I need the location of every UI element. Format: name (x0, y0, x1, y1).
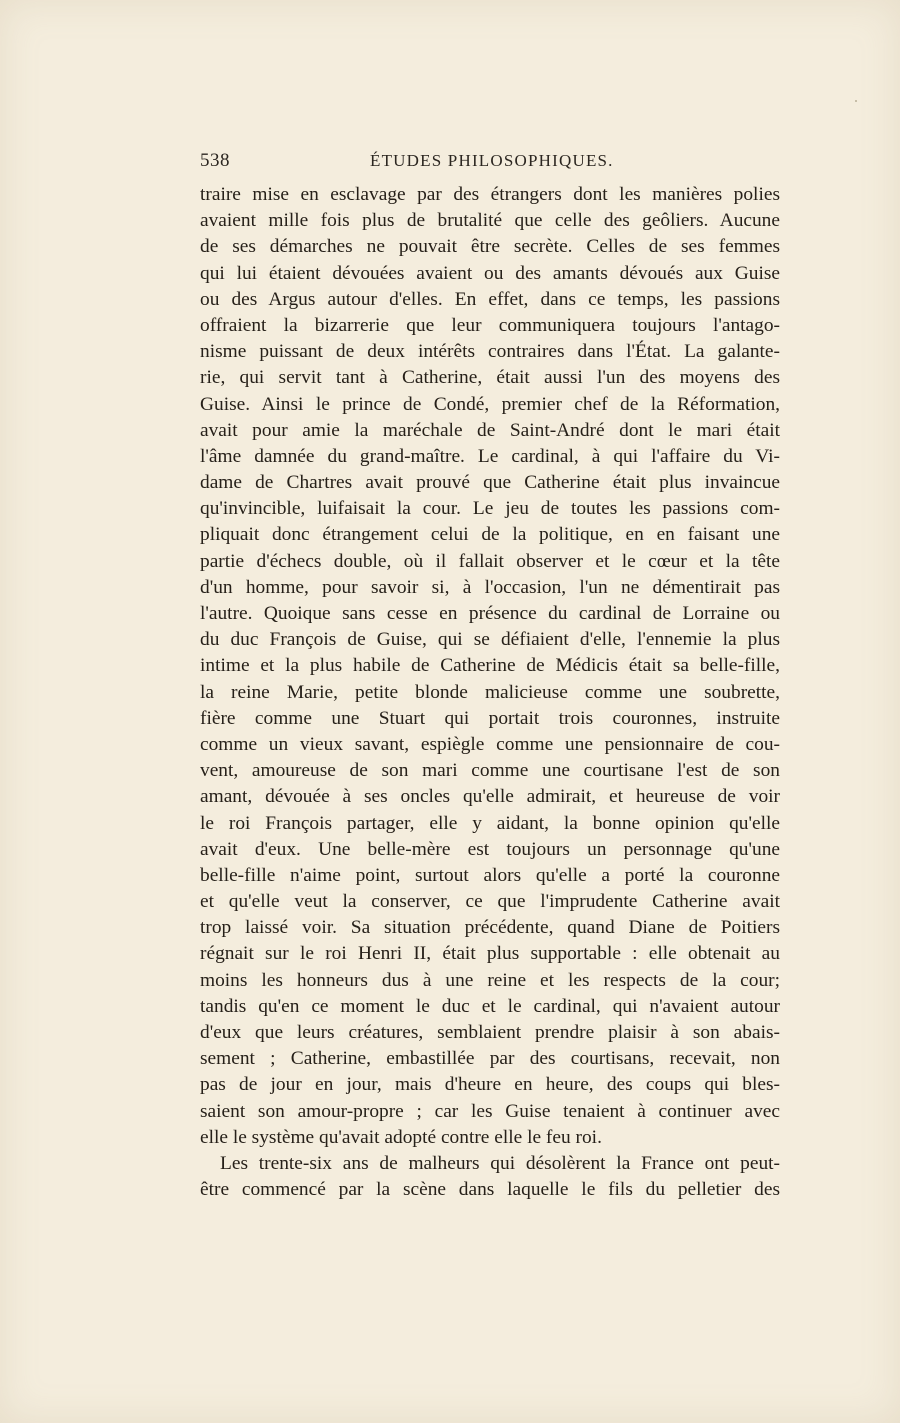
text-line: l'âme damnée du grand-maître. Le cardinal, à qui l'affaire du Vi- (200, 445, 780, 467)
text-line: saient son amour-propre ; car les Guise tenaient à continuer avec (200, 1100, 780, 1122)
text-line: du duc François de Guise, qui se défiaient d'elle, l'ennemie la plus (200, 629, 780, 651)
page-header (200, 150, 780, 176)
text-line: avait pour amie la maréchale de Saint-André dont le mari était (200, 419, 780, 441)
text-line: trop laissé voir. Sa situation précédente, quand Diane de Poitiers (200, 917, 780, 939)
body-text (200, 182, 780, 1203)
text-line: tandis qu'en ce moment le duc et le cardinal, qui n'avaient autour (200, 995, 780, 1017)
text-line: rie, qui servit tant à Catherine, était aussi l'un des moyens des (200, 367, 780, 389)
text-line: régnait sur le roi Henri II, était plus supportable : elle obtenait au (200, 943, 780, 965)
text-line: dame de Chartres avait prouvé que Catherine était plus invaincue (200, 472, 780, 494)
text-line: traire mise en esclavage par des étrangers dont les manières polies (200, 184, 780, 205)
text-line: d'eux que leurs créatures, semblaient prendre plaisir à son abais- (200, 1022, 780, 1043)
paragraph (200, 1151, 780, 1203)
text-line: qui lui étaient dévouées avaient ou des amants dévoués aux Guise (200, 262, 780, 284)
text-line: sement ; Catherine, embastillée par des courtisans, recevait, non (200, 1048, 780, 1070)
text-line: le roi François partager, elle y aidant, la bonne opinion qu'elle (200, 812, 780, 834)
text-line: avaient mille fois plus de brutalité que celle des geôliers. Aucune (200, 210, 780, 232)
text-line: Guise. Ainsi le prince de Condé, premier chef de la Réformation, (200, 393, 780, 415)
text-line: l'autre. Quoique sans cesse en présence du cardinal de Lorraine ou (200, 603, 780, 624)
text-line: de ses démarches ne pouvait être secrète. Celles de ses femmes (200, 236, 780, 258)
text-line: avait d'eux. Une belle-mère est toujours un personnage qu'une (200, 838, 780, 860)
paragraph (200, 182, 780, 1151)
text-line: amant, dévouée à ses oncles qu'elle admirait, et heureuse de voir (200, 786, 780, 808)
text-line: moins les honneurs dus à une reine et les respects de la cour; (200, 969, 780, 991)
running-title: ÉTUDES PHILOSOPHIQUES. (370, 151, 614, 170)
text-line: ou des Argus autour d'elles. En effet, dans ce temps, les passions (200, 288, 780, 310)
text-line: fière comme une Stuart qui portait trois couronnes, instruite (200, 707, 780, 729)
text-line: Les trente-six ans de malheurs qui désolèrent la France ont peut- (220, 1152, 780, 1174)
text-line: vent, amoureuse de son mari comme une courtisane l'est de son (200, 760, 780, 782)
text-line: pliquait donc étrangement celui de la politique, en en faisant une (200, 524, 780, 546)
text-line: comme un vieux savant, espiègle comme une pensionnaire de cou- (200, 733, 780, 755)
text-line: être commencé par la scène dans laquelle le fils du pelletier des (200, 1179, 780, 1201)
text-line: elle le système qu'avait adopté contre elle le feu roi. (200, 1126, 602, 1148)
text-line: nisme puissant de deux intérêts contraires dans l'État. La galante- (200, 341, 780, 363)
text-line: belle-fille n'aime point, surtout alors qu'elle a porté la couronne (200, 864, 780, 886)
text-line: pas de jour en jour, mais d'heure en heure, des coups qui bles- (200, 1074, 780, 1096)
paper-speck (855, 100, 857, 102)
text-line: d'un homme, pour savoir si, à l'occasion, l'un ne démentirait pas (200, 576, 780, 598)
text-line: la reine Marie, petite blonde malicieuse comme une soubrette, (200, 681, 780, 703)
text-line: et qu'elle veut la conserver, ce que l'imprudente Catherine avait (200, 891, 780, 913)
text-line: qu'invincible, luifaisait la cour. Le jeu de toutes les passions com- (200, 498, 780, 520)
text-line: partie d'échecs double, où il fallait observer et le cœur et la tête (200, 550, 780, 572)
page-number: 538 (200, 150, 230, 171)
text-line: offraient la bizarrerie que leur communiquera toujours l'antago- (200, 314, 780, 336)
text-line: intime et la plus habile de Catherine de Médicis était sa belle-fille, (200, 655, 780, 677)
